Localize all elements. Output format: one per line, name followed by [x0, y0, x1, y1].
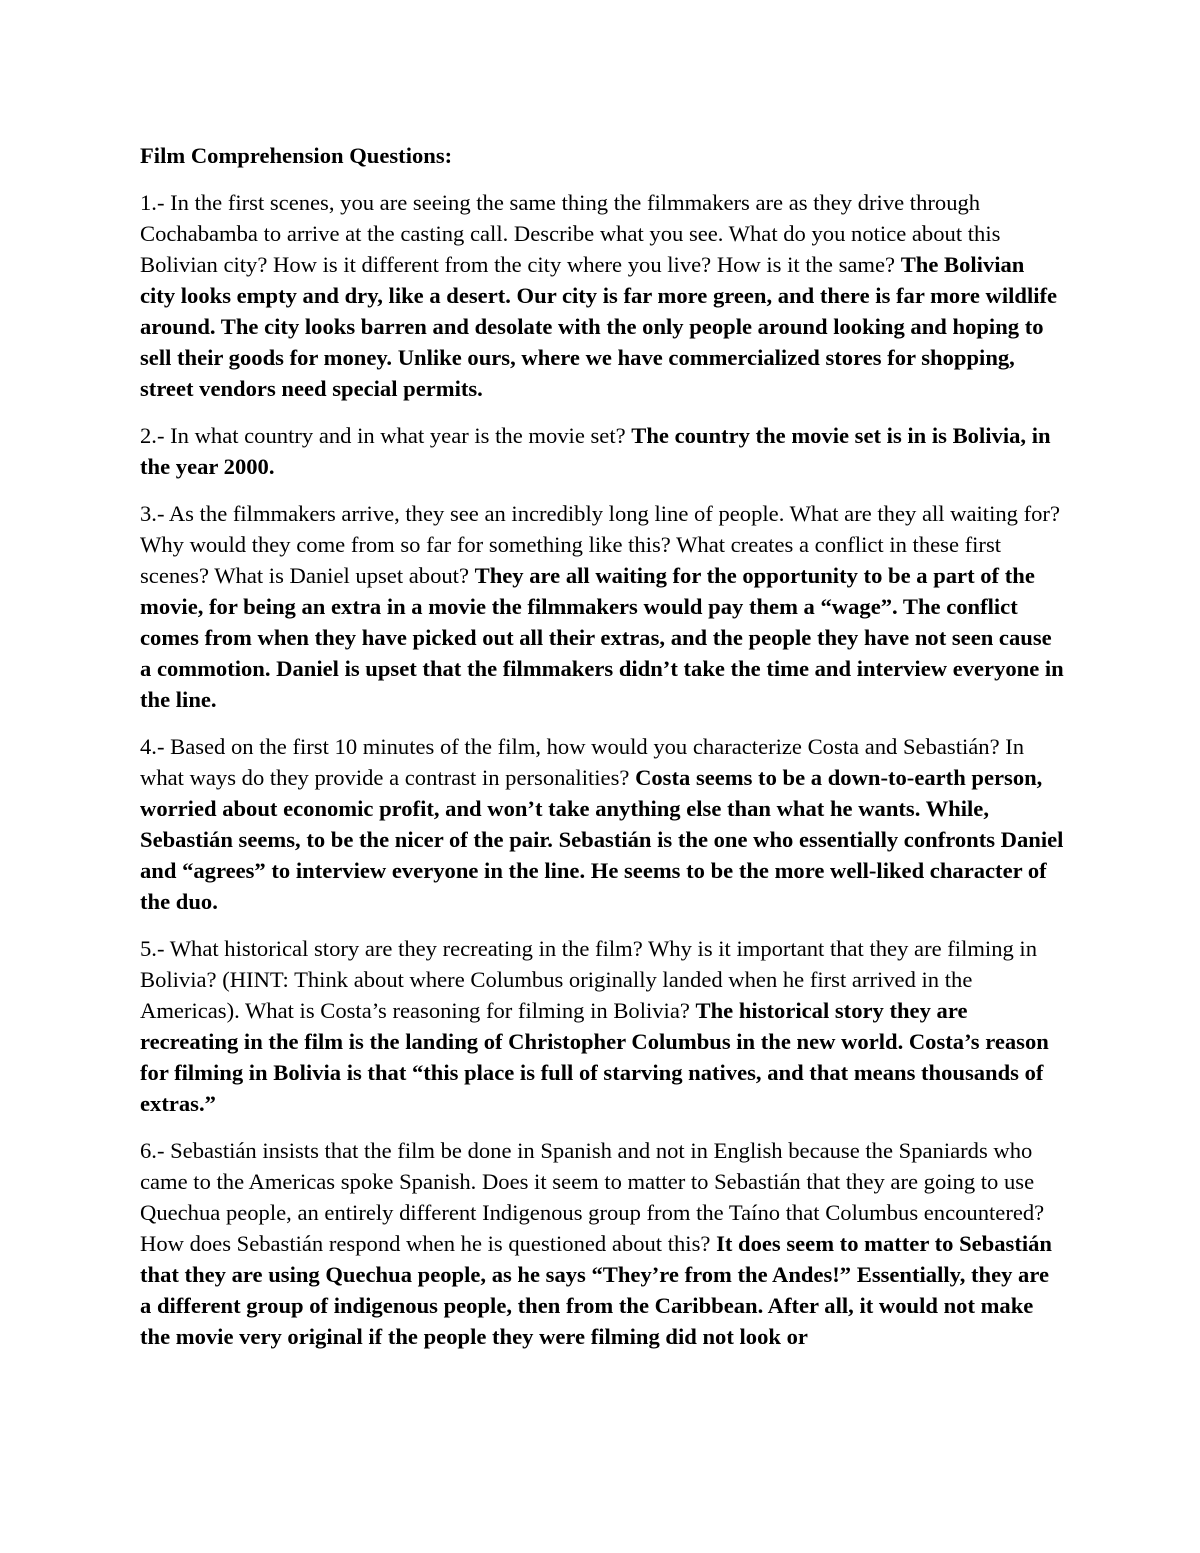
page-title: Film Comprehension Questions: — [140, 143, 453, 168]
question-item-5 — [140, 933, 1065, 1119]
answer-text: It does seem to matter to Sebastián that they are using Quechua people, as he says “They’re from the Andes!” Essentially, they are a different group of indigenous people, then from the Caribbean. After all, it would not make the movie very original if the people they were filming did not look or — [140, 1231, 1052, 1349]
question-item-4 — [140, 731, 1065, 917]
question-text: 4.- Based on the first 10 minutes of the film, how would you characterize Costa and Sebastián? In what ways do they provide a contrast in personalities? — [140, 734, 1025, 790]
question-item-3 — [140, 498, 1065, 715]
question-item-1 — [140, 187, 1065, 404]
answer-text: Costa seems to be a down-to-earth person, worried about economic profit, and won’t take anything else than what he wants. While, Sebastián seems, to be the nicer of the pair. Sebastián is the one who essentially confronts Daniel and “agrees” to interview everyone in the line. He seems to be the more well-liked character of the duo. — [140, 765, 1064, 914]
answer-text: The country the movie set is in is Bolivia, in the year 2000. — [140, 423, 1051, 479]
question-item-6 — [140, 1135, 1065, 1352]
answer-text: The Bolivian city looks empty and dry, like a desert. Our city is far more green, and there is far more wildlife around. The city looks barren and desolate with the only people around looking and hoping to sell their goods for money. Unlike ours, where we have commercialized stores for shopping, street vendors need special permits. — [140, 252, 1058, 401]
question-text: 6.- Sebastián insists that the film be done in Spanish and not in English because the Spaniards who came to the Americas spoke Spanish. Does it seem to matter to Sebastián that they are going to use Quechua people, an entirely different Indigenous group from the Taíno that Columbus encountered? How does Sebastián respond when he is questioned about this? — [140, 1138, 1045, 1256]
question-text: 3.- As the filmmakers arrive, they see an incredibly long line of people. What are they all waiting for? Why would they come from so far for something like this? What creates a conflict in these first scenes? What is Daniel upset about? — [140, 501, 1060, 588]
question-text: 1.- In the first scenes, you are seeing the same thing the filmmakers are as they drive through Cochabamba to arrive at the casting call. Describe what you see. What do you notice about this Bolivian city? How is it different from the city where you live? How is it the same? — [140, 190, 1001, 277]
question-text: 5.- What historical story are they recreating in the film? Why is it important that they are filming in Bolivia? (HINT: Think about where Columbus originally landed when he first arrived in the Americas). What is Costa’s reasoning for filming in Bolivia? — [140, 936, 1038, 1023]
document-page — [140, 140, 1065, 1368]
answer-text: They are all waiting for the opportunity to be a part of the movie, for being an extra in a movie the filmmakers would pay them a “wage”. The conflict comes from when they have picked out all their extras, and the people they have not seen cause a commotion. Daniel is upset that the filmmakers didn’t take the time and interview everyone in the line. — [140, 563, 1064, 712]
answer-text: The historical story they are recreating in the film is the landing of Christopher Columbus in the new world. Costa’s reason for filming in Bolivia is that “this place is full of starving natives, and that means thousands of extras.” — [140, 998, 1049, 1116]
question-text: 2.- In what country and in what year is the movie set? — [140, 423, 626, 448]
question-item-2 — [140, 420, 1065, 482]
